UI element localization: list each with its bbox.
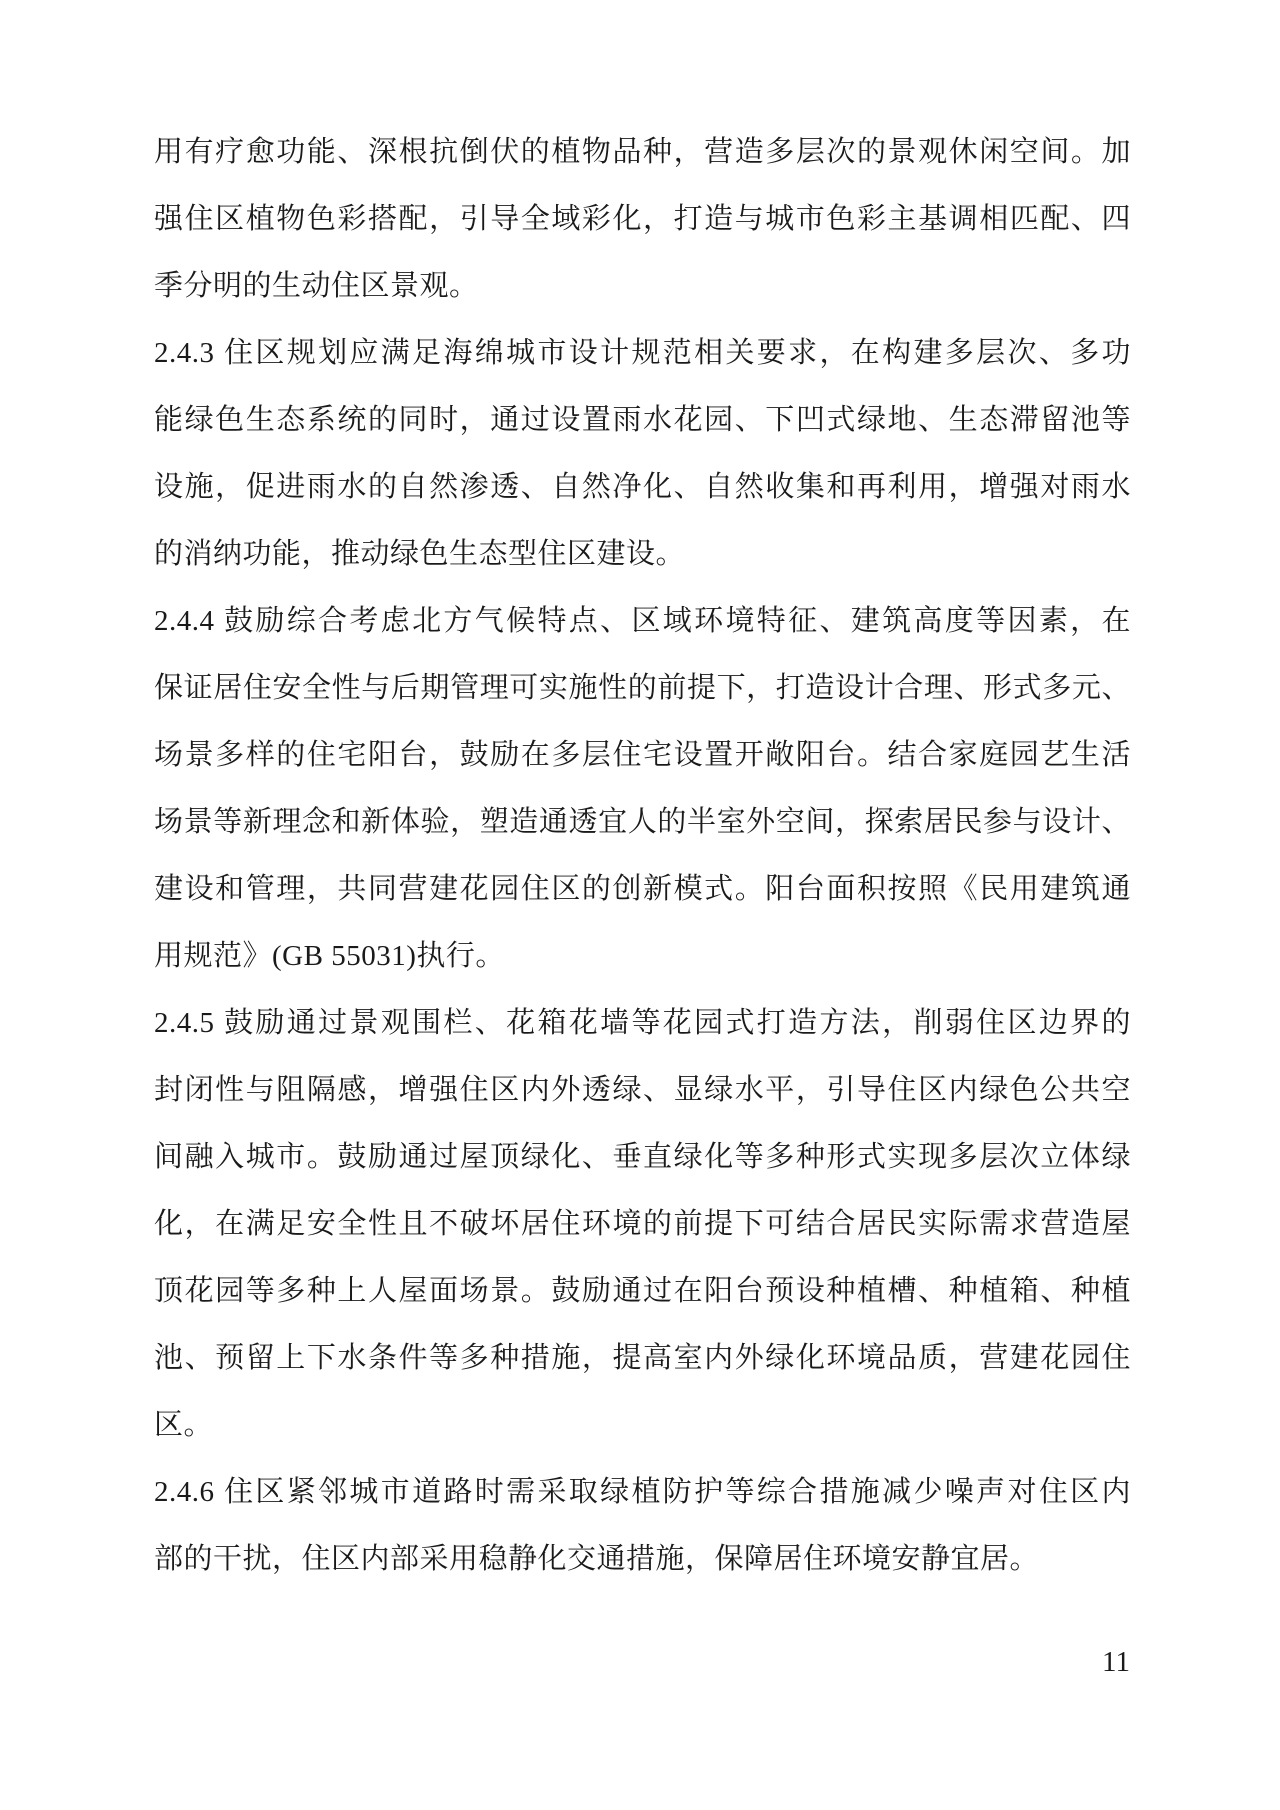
- text-line: 能绿色生态系统的同时，通过设置雨水花园、下凹式绿地、生态滞留池等: [154, 404, 1131, 436]
- text-line: 2.4.3 住区规划应满足海绵城市设计规范相关要求，在构建多层次、多功: [154, 337, 1131, 369]
- text-line: 2.4.5 鼓励通过景观围栏、花箱花墙等花园式打造方法，削弱住区边界的: [154, 1007, 1131, 1039]
- text-line: 化，在满足安全性且不破坏居住环境的前提下可结合居民实际需求营造屋: [154, 1208, 1131, 1240]
- text-line: 2.4.6 住区紧邻城市道路时需采取绿植防护等综合措施减少噪声对住区内: [154, 1476, 1131, 1508]
- text-line: 保证居住安全性与后期管理可实施性的前提下，打造设计合理、形式多元、: [154, 672, 1131, 704]
- text-line: 部的干扰，住区内部采用稳静化交通措施，保障居住环境安静宜居。: [154, 1543, 1040, 1575]
- text-line: 的消纳功能，推动绿色生态型住区建设。: [154, 538, 686, 570]
- text-line: 池、预留上下水条件等多种措施，提高室内外绿化环境品质，营建花园住: [154, 1342, 1131, 1374]
- text-line: 建设和管理，共同营建花园住区的创新模式。阳台面积按照《民用建筑通: [154, 873, 1131, 905]
- text-line: 顶花园等多种上人屋面场景。鼓励通过在阳台预设种植槽、种植箱、种植: [154, 1275, 1131, 1307]
- text-line: 封闭性与阻隔感，增强住区内外透绿、显绿水平，引导住区内绿色公共空: [154, 1074, 1131, 1106]
- text-line: 强住区植物色彩搭配，引导全域彩化，打造与城市色彩主基调相匹配、四: [154, 203, 1131, 235]
- text-lines: [154, 119, 1131, 1593]
- text-line: 季分明的生动住区景观。: [154, 270, 479, 302]
- text-line: 用有疗愈功能、深根抗倒伏的植物品种，营造多层次的景观休闲空间。加: [154, 136, 1131, 168]
- text-line: 2.4.4 鼓励综合考虑北方气候特点、区域环境特征、建筑高度等因素，在: [154, 605, 1131, 637]
- text-line: 场景等新理念和新体验，塑造通透宜人的半室外空间，探索居民参与设计、: [154, 806, 1131, 838]
- text-line: 间融入城市。鼓励通过屋顶绿化、垂直绿化等多种形式实现多层次立体绿: [154, 1141, 1131, 1173]
- text-line: 设施，促进雨水的自然渗透、自然净化、自然收集和再利用，增强对雨水: [154, 471, 1131, 503]
- text-line: 区。: [154, 1409, 214, 1441]
- text-line: 场景多样的住宅阳台，鼓励在多层住宅设置开敞阳台。结合家庭园艺生活: [154, 739, 1131, 771]
- text-line: 用规范》(GB 55031)执行。: [154, 940, 505, 972]
- page-number: 11: [1102, 1646, 1130, 1678]
